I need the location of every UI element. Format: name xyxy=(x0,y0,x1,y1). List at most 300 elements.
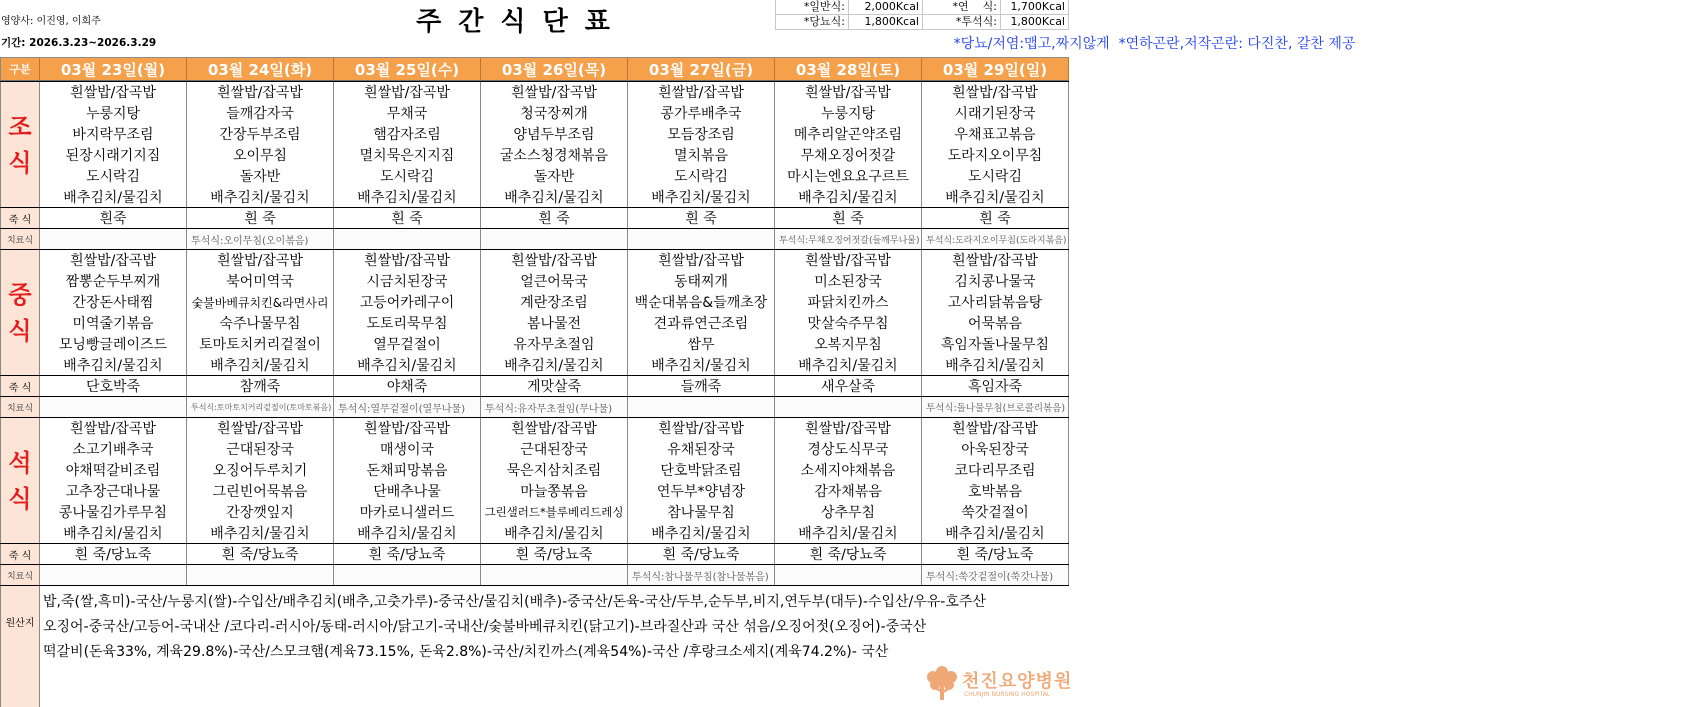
menu-item: 미소된장국 xyxy=(814,274,882,291)
menu-cell xyxy=(922,103,1069,124)
menu-item: 단배추나물 xyxy=(373,483,441,500)
menu-cell xyxy=(628,271,775,292)
hospital-name-english: CHUNJIN NURSING HOSPITAL xyxy=(964,691,1051,698)
menu-cell xyxy=(922,124,1069,145)
porridge-item: 흰 죽/당뇨죽 xyxy=(515,547,593,563)
menu-cell xyxy=(922,522,1069,543)
therapy-diet-cell xyxy=(334,229,481,249)
therapy-diet-cell xyxy=(40,565,187,585)
menu-item: 마카로니샐러드 xyxy=(359,504,455,521)
menu-item: 배추김치/물김치 xyxy=(651,189,751,206)
menu-cell xyxy=(775,103,922,124)
menu-item: 배추김치/물김치 xyxy=(63,189,163,206)
menu-cell xyxy=(40,313,187,334)
menu-item: 소세지야채볶음 xyxy=(800,463,896,480)
menu-cell xyxy=(628,460,775,481)
menu-cell xyxy=(481,481,628,502)
menu-cell xyxy=(40,501,187,522)
menu-cell xyxy=(187,186,334,207)
menu-cell xyxy=(40,124,187,145)
calorie-value: 1,800Kcal xyxy=(1001,15,1069,30)
origin-line: 밥,죽(쌀,흑미)-국산/누룽지(쌀)-수입산/배추김치(배추,고춧가루)-중국산/물김치(배추)-중국산/돈육-국산/두부,순두부,비지,연두부(대두)-수입산/우유-호주산 xyxy=(43,594,986,610)
calorie-table xyxy=(775,0,1069,30)
menu-cell xyxy=(481,103,628,124)
menu-cell xyxy=(775,145,922,166)
breakfast-porridge-row xyxy=(0,207,1069,229)
menu-cell xyxy=(481,439,628,460)
menu-item: 어묵볶음 xyxy=(967,315,1023,332)
menu-cell xyxy=(187,460,334,481)
menu-cell xyxy=(775,418,922,439)
day-header: 03월 28일(토) xyxy=(775,58,922,80)
menu-item: 들깨감자국 xyxy=(226,106,294,123)
menu-cell xyxy=(775,481,922,502)
menu-cell xyxy=(187,292,334,313)
menu-item: 도라지오이무침 xyxy=(947,147,1043,164)
menu-item: 흰쌀밥/잡곡밥 xyxy=(217,421,303,438)
porridge-item: 흰 죽 xyxy=(832,211,864,227)
therapy-diet-cell xyxy=(187,229,334,249)
therapy-diet-item: 투석식:무채오징어젓갈(들깨무나물) xyxy=(779,235,920,246)
therapy-diet-cell xyxy=(775,565,922,585)
porridge-item: 흰죽 xyxy=(99,211,127,227)
menu-item: 연두부*양념장 xyxy=(656,483,746,500)
menu-cell xyxy=(628,522,775,543)
therapy-diet-label: 치료식 xyxy=(0,565,40,585)
menu-item: 백순대볶음&들깨초장 xyxy=(634,295,768,312)
menu-cell xyxy=(40,186,187,207)
menu-item: 배추김치/물김치 xyxy=(945,357,1045,374)
porridge-label: 죽 식 xyxy=(0,376,40,396)
menu-item: 배추김치/물김치 xyxy=(798,525,898,542)
menu-cell xyxy=(481,82,628,103)
porridge-cell xyxy=(187,376,334,396)
menu-item: 배추김치/물김치 xyxy=(504,189,604,206)
menu-cell xyxy=(334,501,481,522)
menu-item: 파닭치킨까스 xyxy=(807,295,889,312)
dinner-porridge-row xyxy=(0,543,1069,565)
menu-cell xyxy=(187,313,334,334)
menu-cell xyxy=(187,124,334,145)
menu-cell xyxy=(922,250,1069,271)
menu-cell xyxy=(922,481,1069,502)
menu-cell xyxy=(187,271,334,292)
menu-cell xyxy=(628,354,775,375)
menu-item: 감자채볶음 xyxy=(814,483,882,500)
menu-item: 흰쌀밥/잡곡밥 xyxy=(805,85,891,102)
menu-cell xyxy=(334,313,481,334)
day-header: 03월 23일(월) xyxy=(40,58,187,80)
porridge-item: 흰 죽 xyxy=(391,211,423,227)
menu-item: 멸치묵은지지짐 xyxy=(359,147,455,164)
day-header: 03월 27일(금) xyxy=(628,58,775,80)
menu-cell xyxy=(922,292,1069,313)
menu-cell xyxy=(775,250,922,271)
porridge-item: 흰 죽/당뇨죽 xyxy=(662,547,740,563)
menu-cell xyxy=(187,165,334,186)
diet-note: *당뇨/저염:맵고,짜지않게 *연하곤란,저작곤란: 다진찬, 갈찬 제공 xyxy=(953,36,1356,52)
menu-cell xyxy=(481,271,628,292)
therapy-diet-cell xyxy=(187,397,334,417)
menu-item: 호박볶음 xyxy=(967,483,1023,500)
menu-item: 쌈무 xyxy=(687,336,715,353)
menu-cell xyxy=(922,354,1069,375)
menu-item: 배추김치/물김치 xyxy=(504,357,604,374)
menu-cell xyxy=(334,82,481,103)
menu-cell xyxy=(628,250,775,271)
menu-item: 콩나물김가루무침 xyxy=(58,504,168,521)
menu-cell xyxy=(187,354,334,375)
therapy-diet-cell xyxy=(628,397,775,417)
calorie-row xyxy=(776,15,1069,30)
therapy-diet-item: 투석식:쑥갓겉절이(쑥갓나물) xyxy=(926,571,1054,583)
menu-item: 북어미역국 xyxy=(226,274,294,291)
menu-item: 상추무침 xyxy=(820,504,876,521)
menu-cell xyxy=(481,522,628,543)
menu-item: 배추김치/물김치 xyxy=(504,525,604,542)
menu-item: 흰쌀밥/잡곡밥 xyxy=(952,85,1038,102)
therapy-diet-cell xyxy=(481,397,628,417)
porridge-cell xyxy=(775,208,922,228)
menu-cell xyxy=(334,481,481,502)
menu-item: 마늘쫑볶음 xyxy=(520,483,588,500)
porridge-cell xyxy=(334,544,481,564)
menu-item: 배추김치/물김치 xyxy=(651,525,751,542)
porridge-label: 죽 식 xyxy=(0,544,40,564)
breakfast-therapy-row xyxy=(0,229,1069,249)
menu-cell xyxy=(40,165,187,186)
therapy-diet-cell xyxy=(40,397,187,417)
porridge-item: 흰 죽/당뇨죽 xyxy=(809,547,887,563)
menu-cell xyxy=(40,292,187,313)
therapy-diet-label: 치료식 xyxy=(0,397,40,417)
menu-item: 유채된장국 xyxy=(667,442,735,459)
menu-item: 견과류연근조림 xyxy=(653,315,749,332)
menu-item: 무채오징어젓갈 xyxy=(800,147,896,164)
menu-cell xyxy=(334,145,481,166)
porridge-item: 흰 죽/당뇨죽 xyxy=(74,547,152,563)
origin-line: 떡갈비(돈육33%, 계육29.8%)-국산/스모크햄(계육73.15%, 돈육2.8%)-국산/치킨까스(계육54%)-국산 /후랑크소세지(계육74.2%)- 국산 xyxy=(43,644,889,660)
category-header: 구분 xyxy=(0,58,40,80)
menu-cell xyxy=(775,186,922,207)
menu-item: 아욱된장국 xyxy=(961,442,1029,459)
menu-item: 코다리무조림 xyxy=(954,463,1036,480)
menu-item: 시금치된장국 xyxy=(366,274,448,291)
therapy-diet-cell xyxy=(628,229,775,249)
porridge-item: 새우살죽 xyxy=(820,379,876,395)
menu-cell xyxy=(775,271,922,292)
menu-cell xyxy=(628,186,775,207)
menu-cell xyxy=(775,82,922,103)
therapy-diet-item: 투석식:참나물무침(참나물볶음) xyxy=(632,571,769,583)
menu-item: 도토리묵무침 xyxy=(366,315,448,332)
porridge-cell xyxy=(922,376,1069,396)
menu-item: 무채국 xyxy=(386,106,428,123)
therapy-diet-item: 투석식:오이무침(오이볶음) xyxy=(191,235,309,247)
origin-line: 오징어-중국산/고등어-국내산 /코다리-러시아/동태-러시아/닭고기-국내산/숯불바베큐치킨(닭고기)-브라질산과 국산 섞음/오징어젓(오징어)-중국산 xyxy=(43,619,927,635)
menu-cell xyxy=(922,501,1069,522)
menu-item: 배추김치/물김치 xyxy=(798,189,898,206)
menu-cell xyxy=(40,439,187,460)
menu-item: 배추김치/물김치 xyxy=(357,525,457,542)
therapy-diet-cell xyxy=(481,565,628,585)
menu-item: 흰쌀밥/잡곡밥 xyxy=(511,421,597,438)
menu-cell xyxy=(187,103,334,124)
menu-cell xyxy=(481,333,628,354)
menu-item: 배추김치/물김치 xyxy=(945,525,1045,542)
menu-item: 경상도식무국 xyxy=(807,442,889,459)
menu-item: 흰쌀밥/잡곡밥 xyxy=(217,85,303,102)
menu-item: 흰쌀밥/잡곡밥 xyxy=(70,85,156,102)
menu-cell xyxy=(40,460,187,481)
origin-row xyxy=(0,585,1069,707)
menu-cell xyxy=(775,124,922,145)
menu-cell xyxy=(628,313,775,334)
menu-item: 모듬장조림 xyxy=(667,127,735,144)
menu-cell xyxy=(481,313,628,334)
menu-item: 간장두부조림 xyxy=(219,127,301,144)
menu-item: 햄감자조림 xyxy=(373,127,441,144)
porridge-item: 게맛살죽 xyxy=(526,379,582,395)
menu-cell xyxy=(628,333,775,354)
menu-cell xyxy=(922,271,1069,292)
menu-item: 흰쌀밥/잡곡밥 xyxy=(805,421,891,438)
menu-cell xyxy=(481,292,628,313)
menu-cell xyxy=(334,271,481,292)
calorie-label: *일반식: xyxy=(776,0,849,15)
porridge-cell xyxy=(628,376,775,396)
menu-item: 근대된장국 xyxy=(520,442,588,459)
menu-item: 흰쌀밥/잡곡밥 xyxy=(364,85,450,102)
therapy-diet-cell xyxy=(481,229,628,249)
menu-cell xyxy=(334,460,481,481)
menu-item: 고추장근대나물 xyxy=(65,483,161,500)
porridge-cell xyxy=(481,376,628,396)
menu-item: 계란장조림 xyxy=(520,295,588,312)
therapy-diet-cell xyxy=(775,397,922,417)
menu-item: 흰쌀밥/잡곡밥 xyxy=(658,85,744,102)
day-header: 03월 29일(일) xyxy=(922,58,1069,80)
menu-item: 흰쌀밥/잡곡밥 xyxy=(217,253,303,270)
porridge-item: 흰 죽 xyxy=(244,211,276,227)
menu-item: 바지락무조림 xyxy=(72,127,154,144)
menu-cell xyxy=(628,124,775,145)
menu-item: 배추김치/물김치 xyxy=(945,189,1045,206)
menu-item: 우채표고볶음 xyxy=(954,127,1036,144)
menu-item: 그린샐러드*블루베리드레싱 xyxy=(484,504,624,519)
menu-item: 숯불바베큐치킨&라면사리 xyxy=(191,295,329,310)
menu-item: 매생이국 xyxy=(379,442,435,459)
porridge-item: 야채죽 xyxy=(386,379,428,395)
menu-item: 흰쌀밥/잡곡밥 xyxy=(364,421,450,438)
therapy-diet-cell xyxy=(922,565,1069,585)
therapy-diet-item: 투석식:도라지오이무침(도라지볶음) xyxy=(926,235,1067,246)
menu-cell xyxy=(628,165,775,186)
menu-cell xyxy=(187,522,334,543)
menu-item: 배추김치/물김치 xyxy=(210,189,310,206)
menu-item: 유자무초절임 xyxy=(513,336,595,353)
menu-cell xyxy=(628,501,775,522)
menu-item: 근대된장국 xyxy=(226,442,294,459)
menu-cell xyxy=(334,124,481,145)
therapy-diet-cell xyxy=(922,229,1069,249)
origin-content xyxy=(40,586,1069,707)
menu-item: 흰쌀밥/잡곡밥 xyxy=(511,253,597,270)
porridge-cell xyxy=(334,208,481,228)
menu-item: 돌자반 xyxy=(239,168,281,185)
porridge-item: 흰 죽 xyxy=(979,211,1011,227)
menu-item: 흰쌀밥/잡곡밥 xyxy=(805,253,891,270)
tree-icon xyxy=(924,664,960,702)
therapy-diet-cell xyxy=(334,565,481,585)
menu-cell xyxy=(334,103,481,124)
menu-cell xyxy=(628,481,775,502)
dinner-label-text: 석 식 xyxy=(8,448,32,513)
menu-item: 흑임자돌나물무침 xyxy=(940,336,1050,353)
therapy-diet-cell xyxy=(187,565,334,585)
menu-item: 맛살숙주무침 xyxy=(807,315,889,332)
menu-item: 굴소스청경채볶음 xyxy=(499,147,609,164)
menu-cell xyxy=(775,354,922,375)
menu-item: 열무겉절이 xyxy=(373,336,441,353)
dietitian-label: 영양사: 이진영, 이희주 xyxy=(1,16,101,27)
menu-cell xyxy=(334,250,481,271)
menu-cell xyxy=(922,313,1069,334)
porridge-item: 흰 죽 xyxy=(685,211,717,227)
therapy-diet-cell xyxy=(628,565,775,585)
menu-item: 얼큰어묵국 xyxy=(520,274,588,291)
menu-item: 흰쌀밥/잡곡밥 xyxy=(658,253,744,270)
therapy-diet-cell xyxy=(922,397,1069,417)
menu-item: 메추리알곤약조림 xyxy=(793,127,903,144)
lunch-block xyxy=(0,249,1069,375)
menu-cell xyxy=(775,313,922,334)
menu-item: 배추김치/물김치 xyxy=(651,357,751,374)
menu-item: 배추김치/물김치 xyxy=(357,357,457,374)
porridge-cell xyxy=(481,544,628,564)
menu-item: 도시락김 xyxy=(85,168,141,185)
menu-item: 숙주나물무침 xyxy=(219,315,301,332)
porridge-item: 흑임자죽 xyxy=(967,379,1023,395)
menu-cell xyxy=(40,82,187,103)
menu-item: 김치콩나물국 xyxy=(954,274,1036,291)
menu-item: 된장시래기지짐 xyxy=(65,147,161,164)
porridge-cell xyxy=(628,544,775,564)
therapy-diet-item: 투석식:돌나물무침(브로콜리볶음) xyxy=(926,403,1066,414)
hospital-logo xyxy=(924,664,1073,704)
therapy-diet-cell xyxy=(334,397,481,417)
menu-cell xyxy=(40,481,187,502)
porridge-cell xyxy=(481,208,628,228)
menu-item: 멸치볶음 xyxy=(673,147,729,164)
menu-item: 마시는엔요요구르트 xyxy=(787,168,909,185)
menu-cell xyxy=(481,145,628,166)
page-title: 주 간 식 단 표 xyxy=(416,7,614,37)
therapy-diet-label: 치료식 xyxy=(0,229,40,249)
lunch-label-text: 중 식 xyxy=(8,280,32,345)
menu-cell xyxy=(40,250,187,271)
menu-cell xyxy=(481,418,628,439)
menu-item: 콩가루배추국 xyxy=(660,106,742,123)
calorie-label: *투석식: xyxy=(923,15,1001,30)
menu-item: 오징어두루치기 xyxy=(212,463,308,480)
menu-item: 돈채피망볶음 xyxy=(366,463,448,480)
menu-cell xyxy=(628,145,775,166)
dinner-therapy-row xyxy=(0,565,1069,585)
porridge-item: 흰 죽/당뇨죽 xyxy=(221,547,299,563)
calorie-value: 1,800Kcal xyxy=(849,15,923,30)
menu-cell xyxy=(922,165,1069,186)
menu-cell xyxy=(187,333,334,354)
porridge-cell xyxy=(40,208,187,228)
menu-item: 묵은지삼치조림 xyxy=(506,463,602,480)
menu-item: 배추김치/물김치 xyxy=(357,189,457,206)
therapy-diet-cell xyxy=(775,229,922,249)
porridge-item: 단호박죽 xyxy=(85,379,141,395)
menu-cell xyxy=(775,333,922,354)
calorie-value: 1,700Kcal xyxy=(1001,0,1069,15)
day-header-row xyxy=(0,57,1069,81)
menu-cell xyxy=(922,460,1069,481)
menu-item: 토마토치커리겉절이 xyxy=(199,336,321,353)
calorie-value: 2,000Kcal xyxy=(849,0,923,15)
menu-cell xyxy=(481,460,628,481)
therapy-diet-item: 투석식:유자무초절임(무나물) xyxy=(485,403,613,415)
menu-item: 소고기배추국 xyxy=(72,442,154,459)
menu-cell xyxy=(40,333,187,354)
dinner-block xyxy=(0,417,1069,543)
menu-cell xyxy=(628,439,775,460)
menu-cell xyxy=(40,145,187,166)
porridge-cell xyxy=(922,544,1069,564)
menu-item: 흰쌀밥/잡곡밥 xyxy=(70,253,156,270)
porridge-cell xyxy=(40,544,187,564)
menu-item: 오이무침 xyxy=(232,147,288,164)
menu-item: 도시락김 xyxy=(379,168,435,185)
menu-item: 돌자반 xyxy=(533,168,575,185)
menu-item: 동태찌개 xyxy=(673,274,729,291)
menu-cell xyxy=(481,354,628,375)
menu-item: 고사리닭볶음탕 xyxy=(947,295,1043,312)
menu-cell xyxy=(481,165,628,186)
menu-item: 흰쌀밥/잡곡밥 xyxy=(658,421,744,438)
menu-cell xyxy=(40,522,187,543)
porridge-cell xyxy=(187,544,334,564)
menu-item: 오복지무침 xyxy=(814,336,882,353)
menu-item: 봄나물전 xyxy=(526,315,582,332)
porridge-cell xyxy=(40,376,187,396)
porridge-cell xyxy=(775,376,922,396)
menu-item: 짬뽕순두부찌개 xyxy=(65,274,161,291)
calorie-label: *연 식: xyxy=(923,0,1001,15)
menu-item: 청국장찌개 xyxy=(520,106,588,123)
porridge-item: 들깨죽 xyxy=(680,379,722,395)
menu-cell xyxy=(481,501,628,522)
menu-cell xyxy=(481,250,628,271)
menu-item: 단호박닭조림 xyxy=(660,463,742,480)
day-header: 03월 26일(목) xyxy=(481,58,628,80)
menu-item: 쑥갓겉절이 xyxy=(961,504,1029,521)
menu-cell xyxy=(40,271,187,292)
menu-item: 미역줄기볶음 xyxy=(72,315,154,332)
porridge-item: 흰 죽 xyxy=(538,211,570,227)
therapy-diet-item: 투석식:열무겉절이(열무나물) xyxy=(338,403,466,415)
menu-cell xyxy=(334,165,481,186)
menu-item: 참나물무침 xyxy=(667,504,735,521)
menu-cell xyxy=(187,481,334,502)
breakfast-label-text: 조 식 xyxy=(8,112,32,177)
porridge-cell xyxy=(187,208,334,228)
